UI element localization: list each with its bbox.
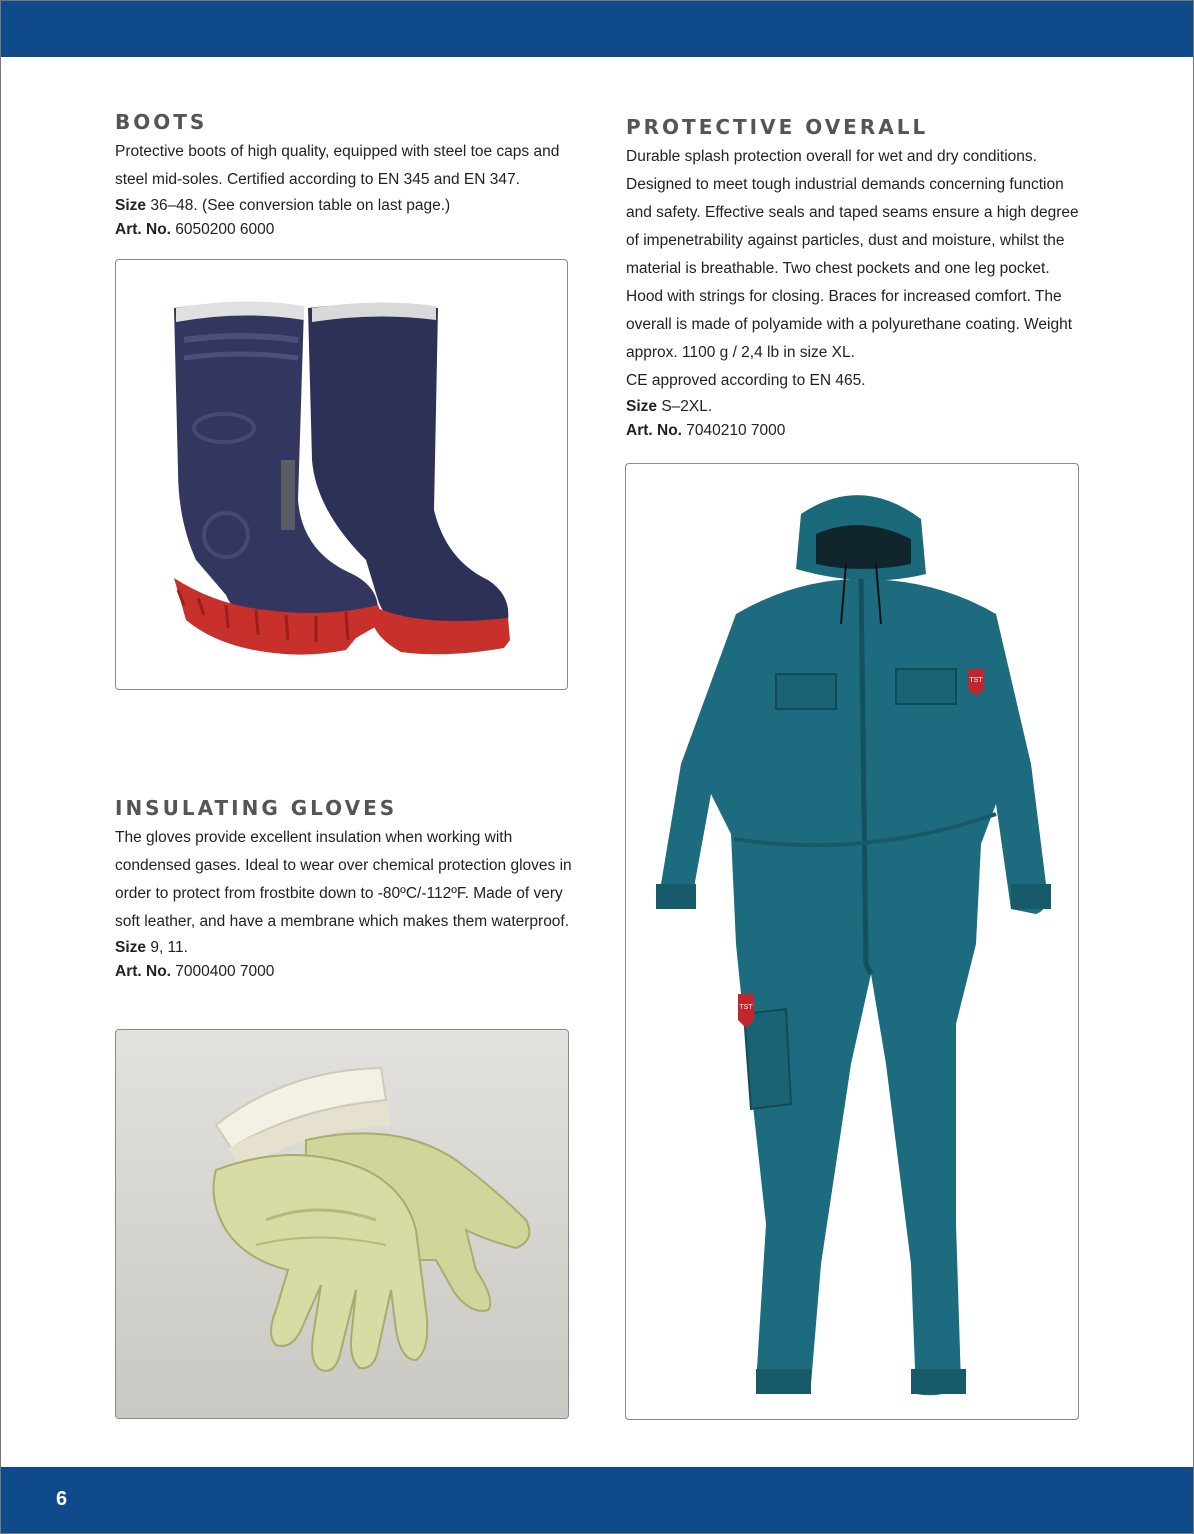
header-bar (1, 1, 1193, 57)
page-number: 6 (56, 1488, 68, 1510)
gloves-image (115, 1029, 569, 1419)
gloves-illustration (116, 1030, 568, 1418)
overall-image (625, 463, 1079, 1420)
overall-heading: PROTECTIVE OVERALL (626, 115, 929, 139)
overall-description: Durable splash protection overall for wet and dry conditions. Designed to meet tough industrial demands concerning function and safety. Effective seals and taped seams ensure a high degree of impenetrability against particles, dust and moisture, whilst the material is breathable. Two chest pockets and one leg pocket. Hood with strings for closing. Braces for increased comfort. The overall is made of polyamide with a polyurethane coating. Weight approx. 1100 g / 2,4 lb in size XL. (626, 148, 1079, 361)
boots-illustration (116, 260, 567, 689)
boots-art-no: Art. No. 6050200 6000 (115, 221, 275, 238)
footer-bar (1, 1467, 1193, 1533)
gloves-heading: INSULATING GLOVES (115, 796, 398, 820)
gloves-description: The gloves provide excellent insulation when working with condensed gases. Ideal to wear over chemical protection gloves in order to protect from frostbite down to -80ºC/-112ºF. Made of very soft leather, and have a membrane which makes them waterproof. (115, 829, 572, 930)
boots-description: Protective boots of high quality, equipped with steel toe caps and steel mid-soles. Certified according to EN 345 and EN 347. (115, 143, 560, 188)
boots-heading: BOOTS (115, 110, 208, 134)
gloves-size: Size 9, 11. (115, 939, 188, 956)
chest-badge-text: TST (969, 677, 983, 684)
gloves-art-no: Art. No. 7000400 7000 (115, 963, 275, 980)
overall-illustration (626, 464, 1078, 1419)
boots-section (115, 110, 575, 242)
overall-size: Size S–2XL. (626, 398, 713, 415)
overall-section (626, 115, 1086, 443)
overall-art-no: Art. No. 7040210 7000 (626, 422, 786, 439)
leg-badge-text: TST (739, 1004, 753, 1011)
boots-image (115, 259, 568, 690)
gloves-section (115, 796, 575, 984)
boots-size: Size 36–48. (See conversion table on last page.) (115, 197, 451, 214)
overall-ce-text: CE approved according to EN 465. (626, 372, 866, 389)
